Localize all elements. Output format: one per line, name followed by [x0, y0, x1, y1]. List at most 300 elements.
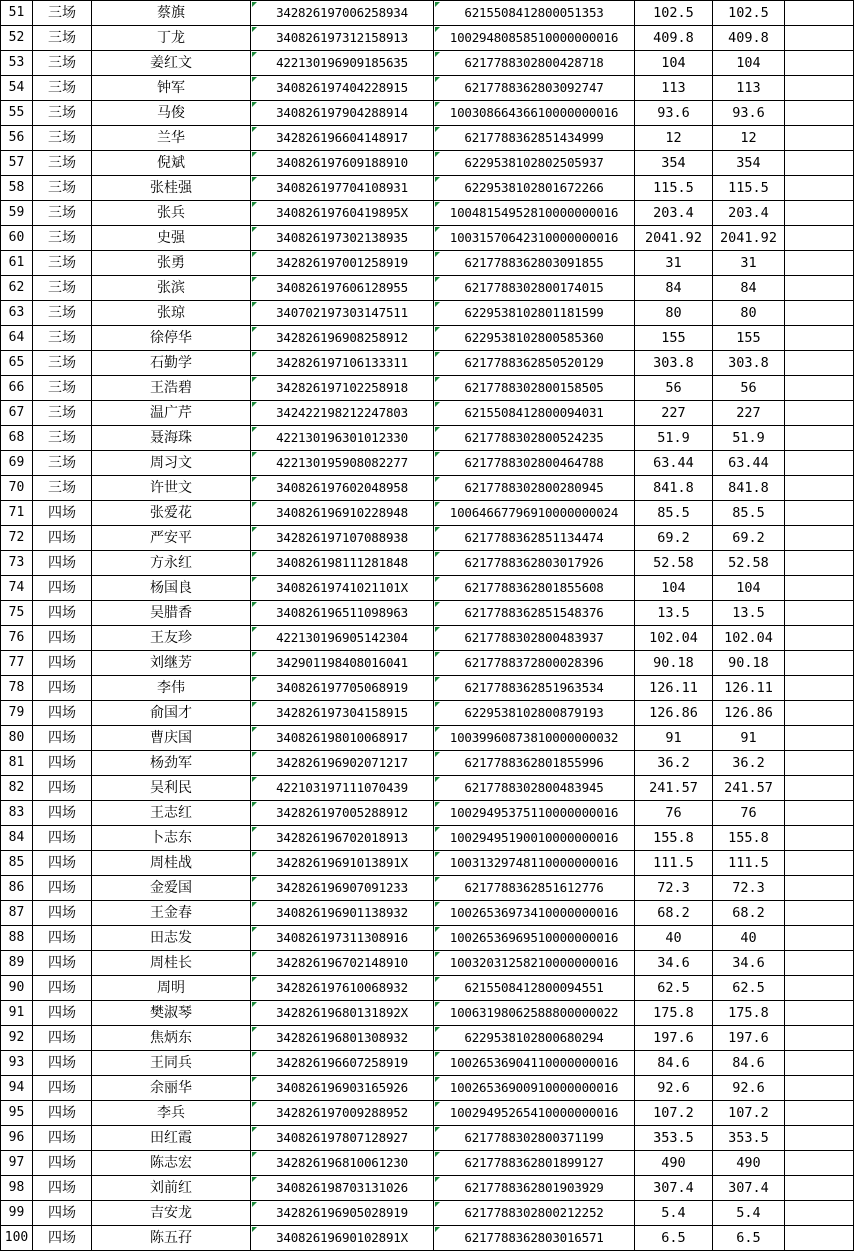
id-number-cell[interactable]: 340826197807128927	[251, 1126, 434, 1151]
id-number-cell[interactable]: 342826197610068932	[251, 976, 434, 1001]
account-cell[interactable]: 6215508412800094551	[434, 976, 635, 1001]
farm-cell[interactable]: 四场	[33, 1101, 92, 1126]
row-number-cell[interactable]: 76	[1, 626, 33, 651]
account-cell[interactable]: 10029495190010000000016	[434, 826, 635, 851]
row-number-cell[interactable]: 96	[1, 1126, 33, 1151]
empty-cell[interactable]	[785, 376, 854, 401]
row-number-cell[interactable]: 85	[1, 851, 33, 876]
farm-cell[interactable]: 四场	[33, 726, 92, 751]
empty-cell[interactable]	[785, 451, 854, 476]
amount-cell[interactable]: 353.5	[635, 1126, 713, 1151]
farm-cell[interactable]: 四场	[33, 501, 92, 526]
row-number-cell[interactable]: 98	[1, 1176, 33, 1201]
row-number-cell[interactable]: 97	[1, 1151, 33, 1176]
id-number-cell[interactable]: 342826196907091233	[251, 876, 434, 901]
farm-cell[interactable]: 三场	[33, 301, 92, 326]
farm-cell[interactable]: 三场	[33, 251, 92, 276]
empty-cell[interactable]	[785, 76, 854, 101]
account-cell[interactable]: 10026536900910000000016	[434, 1076, 635, 1101]
account-cell[interactable]: 6217788302800371199	[434, 1126, 635, 1151]
name-cell[interactable]: 余丽华	[92, 1076, 251, 1101]
row-number-cell[interactable]: 83	[1, 801, 33, 826]
name-cell[interactable]: 王浩碧	[92, 376, 251, 401]
empty-cell[interactable]	[785, 726, 854, 751]
name-cell[interactable]: 王志红	[92, 801, 251, 826]
account-cell[interactable]: 10029480858510000000016	[434, 26, 635, 51]
amount-cell[interactable]: 91	[635, 726, 713, 751]
row-number-cell[interactable]: 75	[1, 601, 33, 626]
account-cell[interactable]: 6229538102800585360	[434, 326, 635, 351]
amount-confirmed-cell[interactable]: 40	[713, 926, 785, 951]
amount-cell[interactable]: 126.11	[635, 676, 713, 701]
empty-cell[interactable]	[785, 326, 854, 351]
amount-cell[interactable]: 80	[635, 301, 713, 326]
name-cell[interactable]: 丁龙	[92, 26, 251, 51]
empty-cell[interactable]	[785, 1001, 854, 1026]
farm-cell[interactable]: 四场	[33, 1026, 92, 1051]
name-cell[interactable]: 王同兵	[92, 1051, 251, 1076]
id-number-cell[interactable]: 34082619690102891X	[251, 1226, 434, 1251]
id-number-cell[interactable]: 340826197302138935	[251, 226, 434, 251]
id-number-cell[interactable]: 34082619760419895X	[251, 201, 434, 226]
amount-cell[interactable]: 115.5	[635, 176, 713, 201]
amount-cell[interactable]: 31	[635, 251, 713, 276]
empty-cell[interactable]	[785, 201, 854, 226]
amount-cell[interactable]: 841.8	[635, 476, 713, 501]
amount-cell[interactable]: 52.58	[635, 551, 713, 576]
farm-cell[interactable]: 三场	[33, 426, 92, 451]
farm-cell[interactable]: 四场	[33, 676, 92, 701]
amount-confirmed-cell[interactable]: 104	[713, 51, 785, 76]
amount-cell[interactable]: 104	[635, 576, 713, 601]
id-number-cell[interactable]: 342826196702148910	[251, 951, 434, 976]
farm-cell[interactable]: 四场	[33, 576, 92, 601]
amount-cell[interactable]: 102.5	[635, 1, 713, 26]
empty-cell[interactable]	[785, 1076, 854, 1101]
amount-confirmed-cell[interactable]: 72.3	[713, 876, 785, 901]
id-number-cell[interactable]: 342422198212247803	[251, 401, 434, 426]
row-number-cell[interactable]: 79	[1, 701, 33, 726]
empty-cell[interactable]	[785, 1126, 854, 1151]
amount-cell[interactable]: 40	[635, 926, 713, 951]
farm-cell[interactable]: 四场	[33, 701, 92, 726]
farm-cell[interactable]: 三场	[33, 226, 92, 251]
account-cell[interactable]: 10063198062588800000022	[434, 1001, 635, 1026]
amount-confirmed-cell[interactable]: 155	[713, 326, 785, 351]
empty-cell[interactable]	[785, 1, 854, 26]
name-cell[interactable]: 马俊	[92, 101, 251, 126]
farm-cell[interactable]: 三场	[33, 51, 92, 76]
name-cell[interactable]: 石勤学	[92, 351, 251, 376]
amount-confirmed-cell[interactable]: 31	[713, 251, 785, 276]
id-number-cell[interactable]: 342826197001258919	[251, 251, 434, 276]
id-number-cell[interactable]: 340702197303147511	[251, 301, 434, 326]
amount-confirmed-cell[interactable]: 51.9	[713, 426, 785, 451]
name-cell[interactable]: 史强	[92, 226, 251, 251]
amount-cell[interactable]: 13.5	[635, 601, 713, 626]
account-cell[interactable]: 6217788302800483945	[434, 776, 635, 801]
id-number-cell[interactable]: 340826197904288914	[251, 101, 434, 126]
id-number-cell[interactable]: 422103197111070439	[251, 776, 434, 801]
row-number-cell[interactable]: 70	[1, 476, 33, 501]
farm-cell[interactable]: 四场	[33, 876, 92, 901]
account-cell[interactable]: 6217788302800428718	[434, 51, 635, 76]
farm-cell[interactable]: 三场	[33, 351, 92, 376]
amount-cell[interactable]: 102.04	[635, 626, 713, 651]
name-cell[interactable]: 樊淑琴	[92, 1001, 251, 1026]
farm-cell[interactable]: 三场	[33, 101, 92, 126]
empty-cell[interactable]	[785, 251, 854, 276]
name-cell[interactable]: 刘继芳	[92, 651, 251, 676]
amount-cell[interactable]: 126.86	[635, 701, 713, 726]
account-cell[interactable]: 6217788362801903929	[434, 1176, 635, 1201]
row-number-cell[interactable]: 94	[1, 1076, 33, 1101]
account-cell[interactable]: 10064667796910000000024	[434, 501, 635, 526]
amount-cell[interactable]: 354	[635, 151, 713, 176]
name-cell[interactable]: 李兵	[92, 1101, 251, 1126]
account-cell[interactable]: 10031329748110000000016	[434, 851, 635, 876]
account-cell[interactable]: 6215508412800051353	[434, 1, 635, 26]
farm-cell[interactable]: 四场	[33, 1226, 92, 1251]
amount-confirmed-cell[interactable]: 92.6	[713, 1076, 785, 1101]
amount-cell[interactable]: 5.4	[635, 1201, 713, 1226]
name-cell[interactable]: 姜红文	[92, 51, 251, 76]
empty-cell[interactable]	[785, 151, 854, 176]
amount-confirmed-cell[interactable]: 36.2	[713, 751, 785, 776]
name-cell[interactable]: 金爱国	[92, 876, 251, 901]
amount-confirmed-cell[interactable]: 197.6	[713, 1026, 785, 1051]
empty-cell[interactable]	[785, 1226, 854, 1251]
empty-cell[interactable]	[785, 501, 854, 526]
amount-confirmed-cell[interactable]: 5.4	[713, 1201, 785, 1226]
amount-cell[interactable]: 62.5	[635, 976, 713, 1001]
farm-cell[interactable]: 四场	[33, 801, 92, 826]
name-cell[interactable]: 王金春	[92, 901, 251, 926]
empty-cell[interactable]	[785, 401, 854, 426]
empty-cell[interactable]	[785, 751, 854, 776]
amount-cell[interactable]: 409.8	[635, 26, 713, 51]
farm-cell[interactable]: 三场	[33, 126, 92, 151]
name-cell[interactable]: 蔡旗	[92, 1, 251, 26]
id-number-cell[interactable]: 342826197005288912	[251, 801, 434, 826]
name-cell[interactable]: 严安平	[92, 526, 251, 551]
account-cell[interactable]: 6217788362850520129	[434, 351, 635, 376]
farm-cell[interactable]: 四场	[33, 1201, 92, 1226]
amount-confirmed-cell[interactable]: 84.6	[713, 1051, 785, 1076]
name-cell[interactable]: 周明	[92, 976, 251, 1001]
row-number-cell[interactable]: 52	[1, 26, 33, 51]
row-number-cell[interactable]: 93	[1, 1051, 33, 1076]
farm-cell[interactable]: 四场	[33, 601, 92, 626]
amount-cell[interactable]: 490	[635, 1151, 713, 1176]
empty-cell[interactable]	[785, 51, 854, 76]
id-number-cell[interactable]: 340826198111281848	[251, 551, 434, 576]
empty-cell[interactable]	[785, 26, 854, 51]
farm-cell[interactable]: 三场	[33, 201, 92, 226]
row-number-cell[interactable]: 53	[1, 51, 33, 76]
amount-confirmed-cell[interactable]: 113	[713, 76, 785, 101]
name-cell[interactable]: 陈志宏	[92, 1151, 251, 1176]
farm-cell[interactable]: 四场	[33, 951, 92, 976]
row-number-cell[interactable]: 100	[1, 1226, 33, 1251]
empty-cell[interactable]	[785, 1176, 854, 1201]
name-cell[interactable]: 张兵	[92, 201, 251, 226]
id-number-cell[interactable]: 340826197705068919	[251, 676, 434, 701]
empty-cell[interactable]	[785, 776, 854, 801]
amount-cell[interactable]: 203.4	[635, 201, 713, 226]
name-cell[interactable]: 周桂长	[92, 951, 251, 976]
empty-cell[interactable]	[785, 626, 854, 651]
amount-cell[interactable]: 241.57	[635, 776, 713, 801]
account-cell[interactable]: 6217788302800524235	[434, 426, 635, 451]
farm-cell[interactable]: 四场	[33, 651, 92, 676]
empty-cell[interactable]	[785, 1151, 854, 1176]
amount-confirmed-cell[interactable]: 62.5	[713, 976, 785, 1001]
name-cell[interactable]: 吴利民	[92, 776, 251, 801]
farm-cell[interactable]: 四场	[33, 551, 92, 576]
amount-confirmed-cell[interactable]: 56	[713, 376, 785, 401]
account-cell[interactable]: 6217788362803091855	[434, 251, 635, 276]
amount-cell[interactable]: 155	[635, 326, 713, 351]
account-cell[interactable]: 6217788362803092747	[434, 76, 635, 101]
account-cell[interactable]: 6217788302800464788	[434, 451, 635, 476]
amount-cell[interactable]: 2041.92	[635, 226, 713, 251]
amount-confirmed-cell[interactable]: 6.5	[713, 1226, 785, 1251]
empty-cell[interactable]	[785, 801, 854, 826]
id-number-cell[interactable]: 340826196511098963	[251, 601, 434, 626]
amount-cell[interactable]: 72.3	[635, 876, 713, 901]
account-cell[interactable]: 6217788362851963534	[434, 676, 635, 701]
empty-cell[interactable]	[785, 1101, 854, 1126]
name-cell[interactable]: 徐停华	[92, 326, 251, 351]
farm-cell[interactable]: 三场	[33, 151, 92, 176]
amount-cell[interactable]: 90.18	[635, 651, 713, 676]
id-number-cell[interactable]: 342826196607258919	[251, 1051, 434, 1076]
account-cell[interactable]: 6229538102800879193	[434, 701, 635, 726]
empty-cell[interactable]	[785, 601, 854, 626]
amount-cell[interactable]: 111.5	[635, 851, 713, 876]
amount-cell[interactable]: 107.2	[635, 1101, 713, 1126]
account-cell[interactable]: 10026536973410000000016	[434, 901, 635, 926]
account-cell[interactable]: 10026536969510000000016	[434, 926, 635, 951]
id-number-cell[interactable]: 422130196905142304	[251, 626, 434, 651]
id-number-cell[interactable]: 342826196905028919	[251, 1201, 434, 1226]
empty-cell[interactable]	[785, 976, 854, 1001]
farm-cell[interactable]: 四场	[33, 1151, 92, 1176]
empty-cell[interactable]	[785, 426, 854, 451]
name-cell[interactable]: 王友珍	[92, 626, 251, 651]
amount-confirmed-cell[interactable]: 353.5	[713, 1126, 785, 1151]
id-number-cell[interactable]: 340826196901138932	[251, 901, 434, 926]
name-cell[interactable]: 张爱花	[92, 501, 251, 526]
id-number-cell[interactable]: 342826197304158915	[251, 701, 434, 726]
amount-confirmed-cell[interactable]: 91	[713, 726, 785, 751]
row-number-cell[interactable]: 66	[1, 376, 33, 401]
row-number-cell[interactable]: 55	[1, 101, 33, 126]
amount-confirmed-cell[interactable]: 76	[713, 801, 785, 826]
id-number-cell[interactable]: 342826196702018913	[251, 826, 434, 851]
amount-confirmed-cell[interactable]: 307.4	[713, 1176, 785, 1201]
amount-confirmed-cell[interactable]: 102.04	[713, 626, 785, 651]
empty-cell[interactable]	[785, 1026, 854, 1051]
name-cell[interactable]: 温广芹	[92, 401, 251, 426]
empty-cell[interactable]	[785, 301, 854, 326]
farm-cell[interactable]: 三场	[33, 376, 92, 401]
amount-cell[interactable]: 34.6	[635, 951, 713, 976]
name-cell[interactable]: 刘前红	[92, 1176, 251, 1201]
amount-cell[interactable]: 76	[635, 801, 713, 826]
amount-confirmed-cell[interactable]: 85.5	[713, 501, 785, 526]
amount-confirmed-cell[interactable]: 126.11	[713, 676, 785, 701]
id-number-cell[interactable]: 340826197312158913	[251, 26, 434, 51]
amount-confirmed-cell[interactable]: 841.8	[713, 476, 785, 501]
amount-cell[interactable]: 12	[635, 126, 713, 151]
row-number-cell[interactable]: 82	[1, 776, 33, 801]
amount-cell[interactable]: 56	[635, 376, 713, 401]
farm-cell[interactable]: 三场	[33, 451, 92, 476]
farm-cell[interactable]: 四场	[33, 1076, 92, 1101]
name-cell[interactable]: 张滨	[92, 276, 251, 301]
name-cell[interactable]: 张桂强	[92, 176, 251, 201]
farm-cell[interactable]: 四场	[33, 1051, 92, 1076]
row-number-cell[interactable]: 63	[1, 301, 33, 326]
name-cell[interactable]: 陈五孖	[92, 1226, 251, 1251]
row-number-cell[interactable]: 77	[1, 651, 33, 676]
amount-confirmed-cell[interactable]: 80	[713, 301, 785, 326]
id-number-cell[interactable]: 340826197311308916	[251, 926, 434, 951]
amount-confirmed-cell[interactable]: 12	[713, 126, 785, 151]
row-number-cell[interactable]: 69	[1, 451, 33, 476]
account-cell[interactable]: 6229538102801672266	[434, 176, 635, 201]
row-number-cell[interactable]: 59	[1, 201, 33, 226]
id-number-cell[interactable]: 342901198408016041	[251, 651, 434, 676]
amount-cell[interactable]: 84	[635, 276, 713, 301]
id-number-cell[interactable]: 422130195908082277	[251, 451, 434, 476]
account-cell[interactable]: 6217788362851434999	[434, 126, 635, 151]
amount-cell[interactable]: 36.2	[635, 751, 713, 776]
empty-cell[interactable]	[785, 226, 854, 251]
account-cell[interactable]: 10031570642310000000016	[434, 226, 635, 251]
id-number-cell[interactable]: 342826197009288952	[251, 1101, 434, 1126]
amount-confirmed-cell[interactable]: 102.5	[713, 1, 785, 26]
id-number-cell[interactable]: 342826197006258934	[251, 1, 434, 26]
amount-cell[interactable]: 63.44	[635, 451, 713, 476]
farm-cell[interactable]: 四场	[33, 1126, 92, 1151]
farm-cell[interactable]: 三场	[33, 476, 92, 501]
amount-cell[interactable]: 175.8	[635, 1001, 713, 1026]
farm-cell[interactable]: 三场	[33, 76, 92, 101]
name-cell[interactable]: 杨国良	[92, 576, 251, 601]
name-cell[interactable]: 田红霞	[92, 1126, 251, 1151]
empty-cell[interactable]	[785, 851, 854, 876]
farm-cell[interactable]: 四场	[33, 851, 92, 876]
account-cell[interactable]: 10030866436610000000016	[434, 101, 635, 126]
name-cell[interactable]: 张勇	[92, 251, 251, 276]
id-number-cell[interactable]: 34282619680131892X	[251, 1001, 434, 1026]
amount-cell[interactable]: 68.2	[635, 901, 713, 926]
account-cell[interactable]: 6229538102802505937	[434, 151, 635, 176]
account-cell[interactable]: 6217788362803016571	[434, 1226, 635, 1251]
account-cell[interactable]: 6217788362801899127	[434, 1151, 635, 1176]
farm-cell[interactable]: 四场	[33, 626, 92, 651]
row-number-cell[interactable]: 99	[1, 1201, 33, 1226]
id-number-cell[interactable]: 340826198010068917	[251, 726, 434, 751]
row-number-cell[interactable]: 91	[1, 1001, 33, 1026]
empty-cell[interactable]	[785, 276, 854, 301]
id-number-cell[interactable]: 340826197606128955	[251, 276, 434, 301]
empty-cell[interactable]	[785, 351, 854, 376]
amount-cell[interactable]: 307.4	[635, 1176, 713, 1201]
farm-cell[interactable]: 四场	[33, 976, 92, 1001]
amount-cell[interactable]: 104	[635, 51, 713, 76]
id-number-cell[interactable]: 340826197609188910	[251, 151, 434, 176]
row-number-cell[interactable]: 74	[1, 576, 33, 601]
amount-confirmed-cell[interactable]: 34.6	[713, 951, 785, 976]
amount-confirmed-cell[interactable]: 303.8	[713, 351, 785, 376]
farm-cell[interactable]: 四场	[33, 826, 92, 851]
name-cell[interactable]: 周习文	[92, 451, 251, 476]
amount-cell[interactable]: 93.6	[635, 101, 713, 126]
id-number-cell[interactable]: 340826198703131026	[251, 1176, 434, 1201]
empty-cell[interactable]	[785, 951, 854, 976]
account-cell[interactable]: 6217788362803017926	[434, 551, 635, 576]
name-cell[interactable]: 吴腊香	[92, 601, 251, 626]
account-cell[interactable]: 10032031258210000000016	[434, 951, 635, 976]
row-number-cell[interactable]: 68	[1, 426, 33, 451]
amount-cell[interactable]: 303.8	[635, 351, 713, 376]
amount-confirmed-cell[interactable]: 175.8	[713, 1001, 785, 1026]
amount-confirmed-cell[interactable]: 84	[713, 276, 785, 301]
account-cell[interactable]: 6217788362801855608	[434, 576, 635, 601]
amount-confirmed-cell[interactable]: 69.2	[713, 526, 785, 551]
name-cell[interactable]: 焦炳东	[92, 1026, 251, 1051]
row-number-cell[interactable]: 62	[1, 276, 33, 301]
row-number-cell[interactable]: 87	[1, 901, 33, 926]
account-cell[interactable]: 10029495265410000000016	[434, 1101, 635, 1126]
row-number-cell[interactable]: 89	[1, 951, 33, 976]
empty-cell[interactable]	[785, 1201, 854, 1226]
amount-confirmed-cell[interactable]: 115.5	[713, 176, 785, 201]
row-number-cell[interactable]: 80	[1, 726, 33, 751]
account-cell[interactable]: 10029495375110000000016	[434, 801, 635, 826]
amount-cell[interactable]: 197.6	[635, 1026, 713, 1051]
name-cell[interactable]: 田志发	[92, 926, 251, 951]
account-cell[interactable]: 10048154952810000000016	[434, 201, 635, 226]
id-number-cell[interactable]: 342826196604148917	[251, 126, 434, 151]
farm-cell[interactable]: 四场	[33, 1176, 92, 1201]
empty-cell[interactable]	[785, 876, 854, 901]
account-cell[interactable]: 6217788372800028396	[434, 651, 635, 676]
amount-confirmed-cell[interactable]: 2041.92	[713, 226, 785, 251]
amount-cell[interactable]: 155.8	[635, 826, 713, 851]
row-number-cell[interactable]: 88	[1, 926, 33, 951]
name-cell[interactable]: 许世文	[92, 476, 251, 501]
row-number-cell[interactable]: 57	[1, 151, 33, 176]
amount-cell[interactable]: 84.6	[635, 1051, 713, 1076]
row-number-cell[interactable]: 86	[1, 876, 33, 901]
amount-confirmed-cell[interactable]: 13.5	[713, 601, 785, 626]
id-number-cell[interactable]: 340826196903165926	[251, 1076, 434, 1101]
row-number-cell[interactable]: 71	[1, 501, 33, 526]
row-number-cell[interactable]: 90	[1, 976, 33, 1001]
id-number-cell[interactable]: 342826197107088938	[251, 526, 434, 551]
farm-cell[interactable]: 三场	[33, 176, 92, 201]
row-number-cell[interactable]: 95	[1, 1101, 33, 1126]
name-cell[interactable]: 吉安龙	[92, 1201, 251, 1226]
amount-confirmed-cell[interactable]: 111.5	[713, 851, 785, 876]
name-cell[interactable]: 卜志东	[92, 826, 251, 851]
row-number-cell[interactable]: 84	[1, 826, 33, 851]
